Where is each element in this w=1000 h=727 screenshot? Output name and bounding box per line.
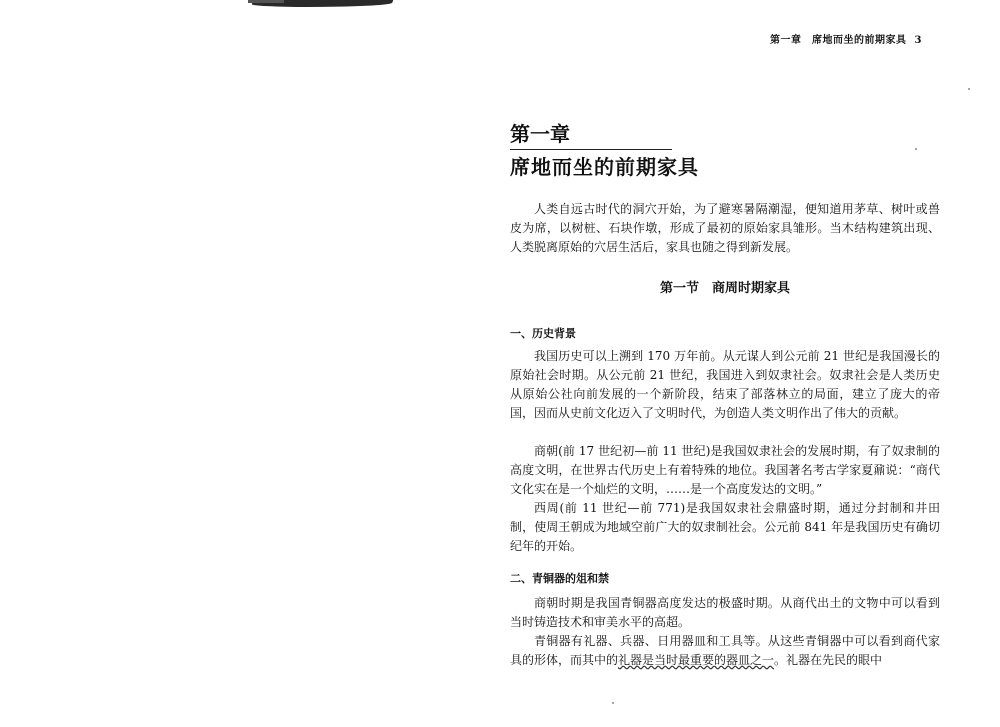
bronze-paragraph-2 bbox=[510, 632, 940, 670]
section-title: 第一节 商周时期家具 bbox=[659, 281, 790, 296]
chapter-rule bbox=[510, 149, 672, 150]
bronze-paragraph-1: 商朝时期是我国青铜器高度发达的极盛时期。从商代出土的文物中可以看到当时铸造技术和审美水平的高超。 bbox=[510, 596, 940, 629]
history-paragraph-1: 我国历史可以上溯到 170 万年前。从元谋人到公元前 21 世纪是我国漫长的原始社会时期。从公元前 21 世纪，我国进入到奴隶社会。奴隶社会是人类历史从原始公社向前发展的一个新阶段，结束了部落林立的局面，建立了庞大的帝国，因而从史前文化迈入了文明时代，为创造人类文明作出了伟大的贡献。 bbox=[510, 349, 940, 420]
chapter-number: 第一章 bbox=[510, 122, 570, 146]
page-number: 3 bbox=[914, 35, 922, 46]
running-head-text: 第一章 席地而坐的前期家具 bbox=[770, 35, 907, 46]
subsection-heading-history: 一、历史背景 bbox=[510, 327, 576, 340]
scan-speck bbox=[915, 148, 917, 150]
scan-speck bbox=[612, 702, 614, 704]
chapter-title: 席地而坐的前期家具 bbox=[510, 155, 699, 179]
hand-underlined-text: 礼器是当时最重要的器皿之一 bbox=[618, 653, 775, 667]
bronze-paragraph-2-end: 。礼器在先民的眼中 bbox=[774, 653, 883, 667]
bronze-paragraph-2-start: 青铜器有礼器、兵器、日用器皿和工具等。从这些青铜器中可以看到商代家具的形体，而其中的 bbox=[510, 634, 940, 667]
history-paragraph-3: 西周(前 11 世纪—前 771)是我国奴隶社会鼎盛时期，通过分封制和井田制，使周王朝成为地域空前广大的奴隶制社会。公元前 841 年是我国历史有确切纪年的开始。 bbox=[510, 501, 940, 553]
intro-paragraph: 人类自远古时代的洞穴开始，为了避寒暑隔潮湿，便知道用茅草、树叶或兽皮为席，以树桩、石块作墩，形成了最初的原始家具雏形。当木结构建筑出现、人类脱离原始的穴居生活后，家具也随之得到新发展。 bbox=[510, 202, 940, 254]
scan-smudge-tail bbox=[248, 0, 284, 3]
running-head bbox=[770, 31, 935, 46]
scan-speck bbox=[968, 88, 970, 90]
history-paragraph-2: 商朝(前 17 世纪初—前 11 世纪)是我国奴隶社会的发展时期，有了奴隶制的高度文明，在世界古代历史上有着特殊的地位。我国著名考古学家夏鼐说：“商代文化实在是一个灿烂的文明，……是一个高度发达的文明。” bbox=[510, 444, 940, 496]
chapter-heading bbox=[510, 121, 699, 180]
subsection-heading-bronze: 二、青铜器的俎和禁 bbox=[510, 572, 609, 585]
